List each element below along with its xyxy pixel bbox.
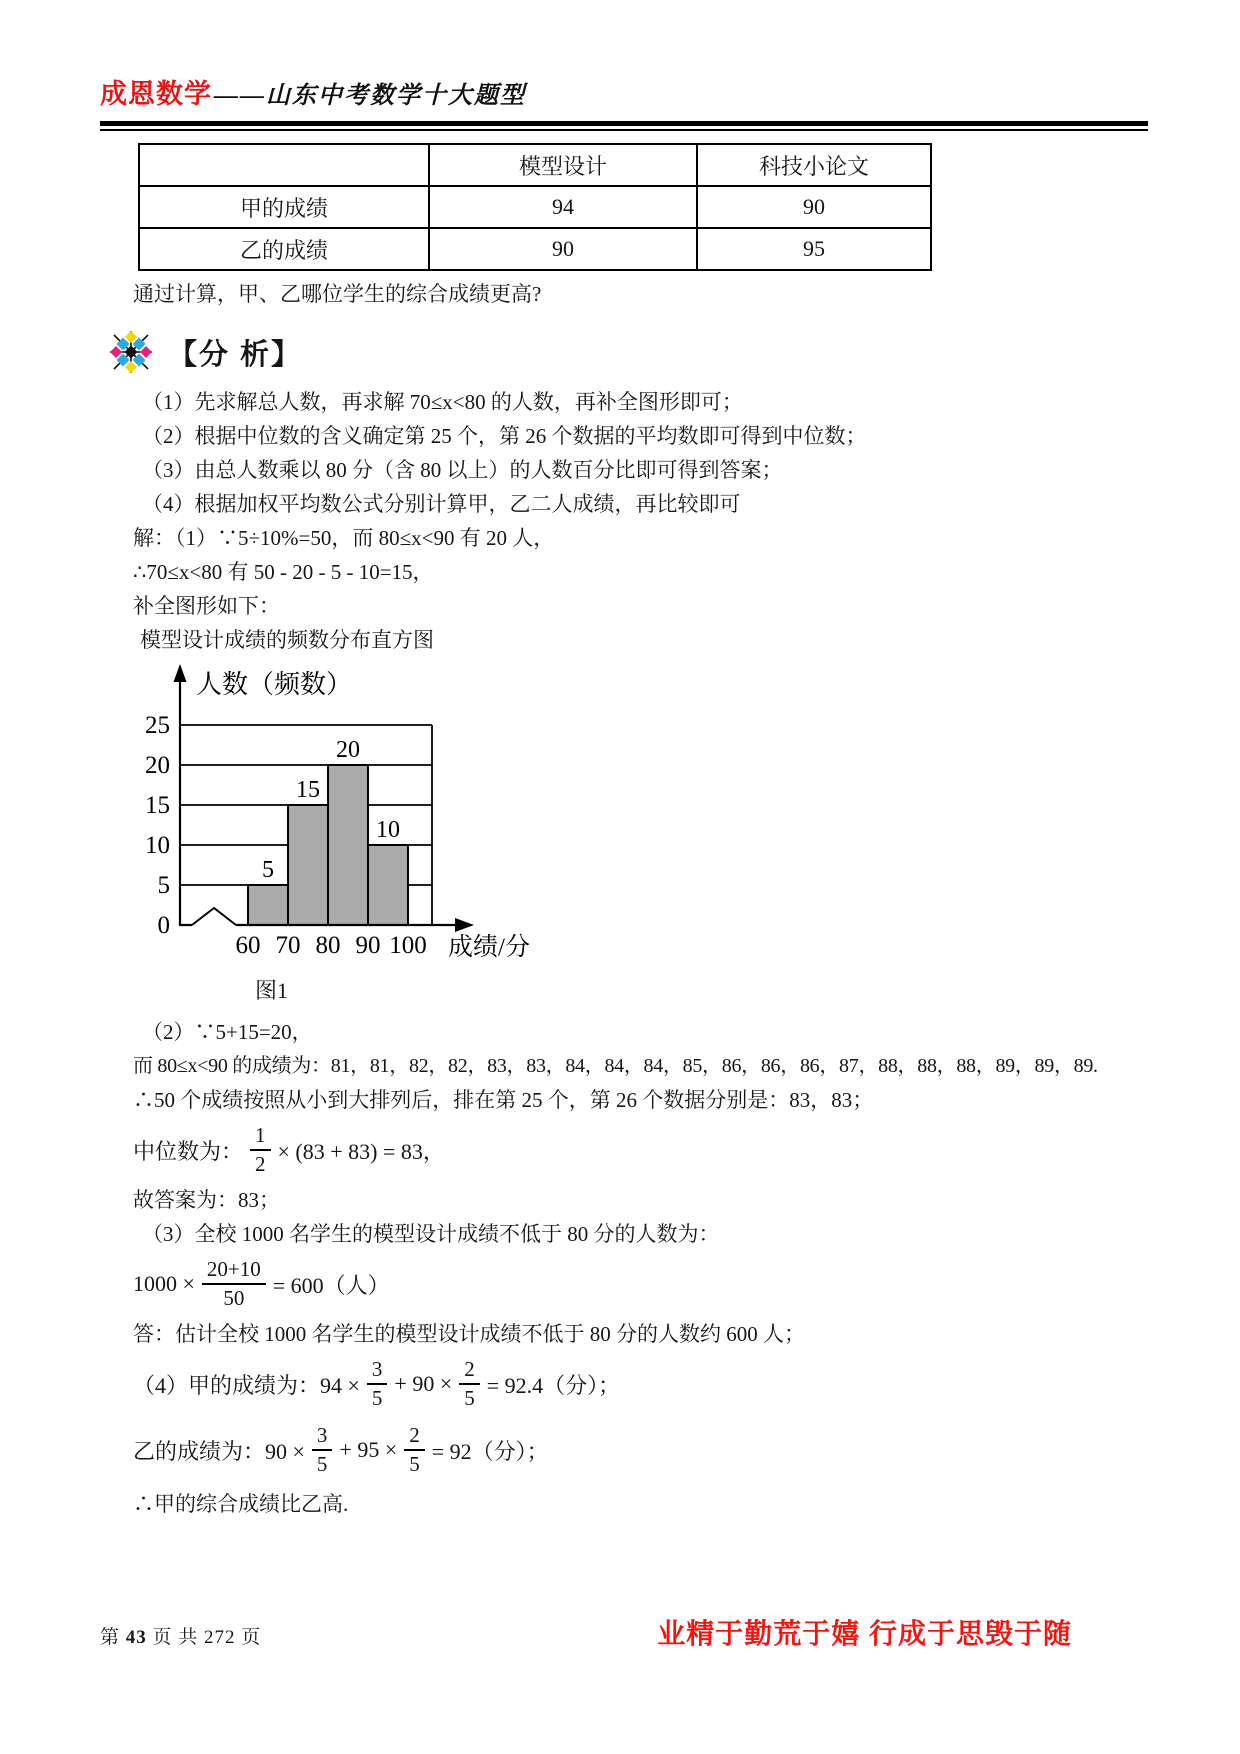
- page-number-info: 第 43 页 共 272 页: [100, 1627, 262, 1648]
- header-brand-row: [100, 72, 1148, 111]
- svg-text:100: 100: [389, 932, 427, 959]
- median-formula-prefix: 中位数为：: [133, 1138, 244, 1164]
- jia-model-design-score: 94: [429, 186, 697, 228]
- analysis-item-4: （4）根据加权平均数公式分别计算甲，乙二人成绩，再比较即可: [142, 492, 741, 516]
- svg-text:5: 5: [262, 857, 274, 883]
- svg-text:成绩/分: 成绩/分: [448, 934, 530, 961]
- svg-text:0: 0: [157, 912, 170, 939]
- solution-step2-line1: （2）∵5+15=20，: [142, 1020, 313, 1044]
- table-row: [139, 186, 931, 228]
- solution-conclusion: ∴甲的综合成绩比乙高.: [133, 1492, 349, 1516]
- svg-text:15: 15: [296, 777, 320, 803]
- median-formula-suffix: × (83 + 83) = 83，: [277, 1138, 445, 1164]
- histogram-svg: [140, 661, 560, 963]
- yi-score-formula: [133, 1417, 1140, 1483]
- yi-formula-middle: + 95 ×: [339, 1437, 398, 1462]
- svg-text:10: 10: [145, 832, 170, 859]
- jia-score-formula: [133, 1351, 1140, 1417]
- row-label-jia: 甲的成绩: [139, 186, 429, 228]
- analysis-item-2: （2）根据中位数的含义确定第 25 个，第 26 个数据的平均数即可得到中位数；: [142, 424, 867, 448]
- analysis-heading: 【分 析】: [168, 338, 303, 371]
- svg-text:15: 15: [145, 792, 170, 819]
- svg-text:25: 25: [145, 712, 170, 739]
- fraction: $\frac{20+10}{50}$: [202, 1257, 266, 1311]
- svg-text:人数（频数）: 人数（频数）: [196, 670, 353, 699]
- svg-text:80: 80: [315, 932, 341, 959]
- solution-step2-answer: 故答案为：83；: [133, 1188, 280, 1212]
- jia-formula-suffix: = 92.4（分）；: [486, 1372, 621, 1398]
- svg-text:20: 20: [336, 737, 360, 763]
- svg-text:20: 20: [145, 752, 170, 779]
- solution-step2-scores: 而 80≤x<90 的成绩为：81，81，82，82，83，83，84，84，84，85，86，86，86，87，88，88，88，89，89，89.: [133, 1055, 1098, 1077]
- jia-tech-paper-score: 90: [697, 186, 931, 228]
- svg-text:60: 60: [235, 932, 261, 959]
- figure-caption: 图1: [255, 978, 289, 1003]
- svg-text:90: 90: [355, 932, 381, 959]
- fraction: $\frac{2}{5}$: [404, 1423, 425, 1477]
- solution-step1-line3: 补全图形如下：: [133, 594, 280, 618]
- question-text: 通过计算，甲、乙哪位学生的综合成绩更高?: [133, 282, 542, 306]
- table-row: [139, 228, 931, 270]
- table-header-row: [139, 144, 931, 186]
- page-footer: [100, 1612, 1072, 1652]
- solution-step3-line1: （3）全校 1000 名学生的模型设计成绩不低于 80 分的人数为：: [142, 1222, 720, 1246]
- current-page-number: 43: [125, 1627, 147, 1648]
- header-double-rule: [100, 121, 1148, 131]
- median-formula: [133, 1117, 1140, 1183]
- header-subtitle: ——山东中考数学十大题型: [214, 83, 526, 109]
- footer-slogan: 业精于勤荒于嬉 行成于思毁于随: [657, 1618, 1072, 1649]
- estimate-formula: [133, 1251, 1140, 1317]
- solution-step1-line2: ∴70≤x<80 有 50 - 20 - 5 - 10=15，: [133, 560, 434, 584]
- fraction: $\frac{2}{5}$: [459, 1357, 480, 1411]
- fraction: $\frac{3}{5}$: [312, 1423, 333, 1477]
- histogram-title: 模型设计成绩的频数分布直方图: [140, 628, 434, 652]
- analysis-flower-icon: [108, 329, 154, 375]
- analysis-heading-row: [108, 329, 1140, 375]
- estimate-formula-prefix: 1000 ×: [133, 1271, 195, 1296]
- svg-text:70: 70: [275, 932, 301, 959]
- yi-model-design-score: 90: [429, 228, 697, 270]
- yi-tech-paper-score: 95: [697, 228, 931, 270]
- estimate-formula-suffix: = 600（人）: [272, 1272, 390, 1298]
- page-content: [100, 143, 1140, 1521]
- solution-step3-answer: 答：估计全校 1000 名学生的模型设计成绩不低于 80 分的人数约 600 人；: [133, 1322, 805, 1346]
- solution-step1-line1: 解：（1）∵5÷10%=50，而 80≤x<90 有 20 人，: [133, 526, 555, 550]
- analysis-item-1: （1）先求解总人数，再求解 70≤x<80 的人数，再补全图形即可；: [142, 390, 743, 414]
- fraction: $\frac{3}{5}$: [367, 1357, 388, 1411]
- analysis-item-3: （3）由总人数乘以 80 分（含 80 以上）的人数百分比即可得到答案；: [142, 458, 783, 482]
- histogram-chart: [140, 661, 1140, 968]
- table-header-model-design: 模型设计: [429, 144, 697, 186]
- solution-step2-line3: ∴50 个成绩按照从小到大排列后，排在第 25 个，第 26 个数据分别是：83，83；: [133, 1088, 874, 1112]
- svg-text:5: 5: [157, 872, 170, 899]
- total-page-number: 272: [204, 1627, 236, 1648]
- table-cell-empty: [139, 144, 429, 186]
- jia-formula-prefix: （4）甲的成绩为：94 ×: [133, 1372, 360, 1398]
- brand-logo-text: 成恩数学: [100, 79, 212, 109]
- page-header: [0, 0, 1240, 131]
- fraction: $\frac{1}{2}$: [250, 1123, 271, 1177]
- row-label-yi: 乙的成绩: [139, 228, 429, 270]
- score-table: [138, 143, 932, 271]
- svg-text:10: 10: [376, 817, 400, 843]
- table-header-tech-paper: 科技小论文: [697, 144, 931, 186]
- yi-formula-suffix: = 92（分）；: [431, 1438, 549, 1464]
- jia-formula-middle: + 90 ×: [394, 1371, 453, 1396]
- yi-formula-prefix: 乙的成绩为：90 ×: [133, 1438, 305, 1464]
